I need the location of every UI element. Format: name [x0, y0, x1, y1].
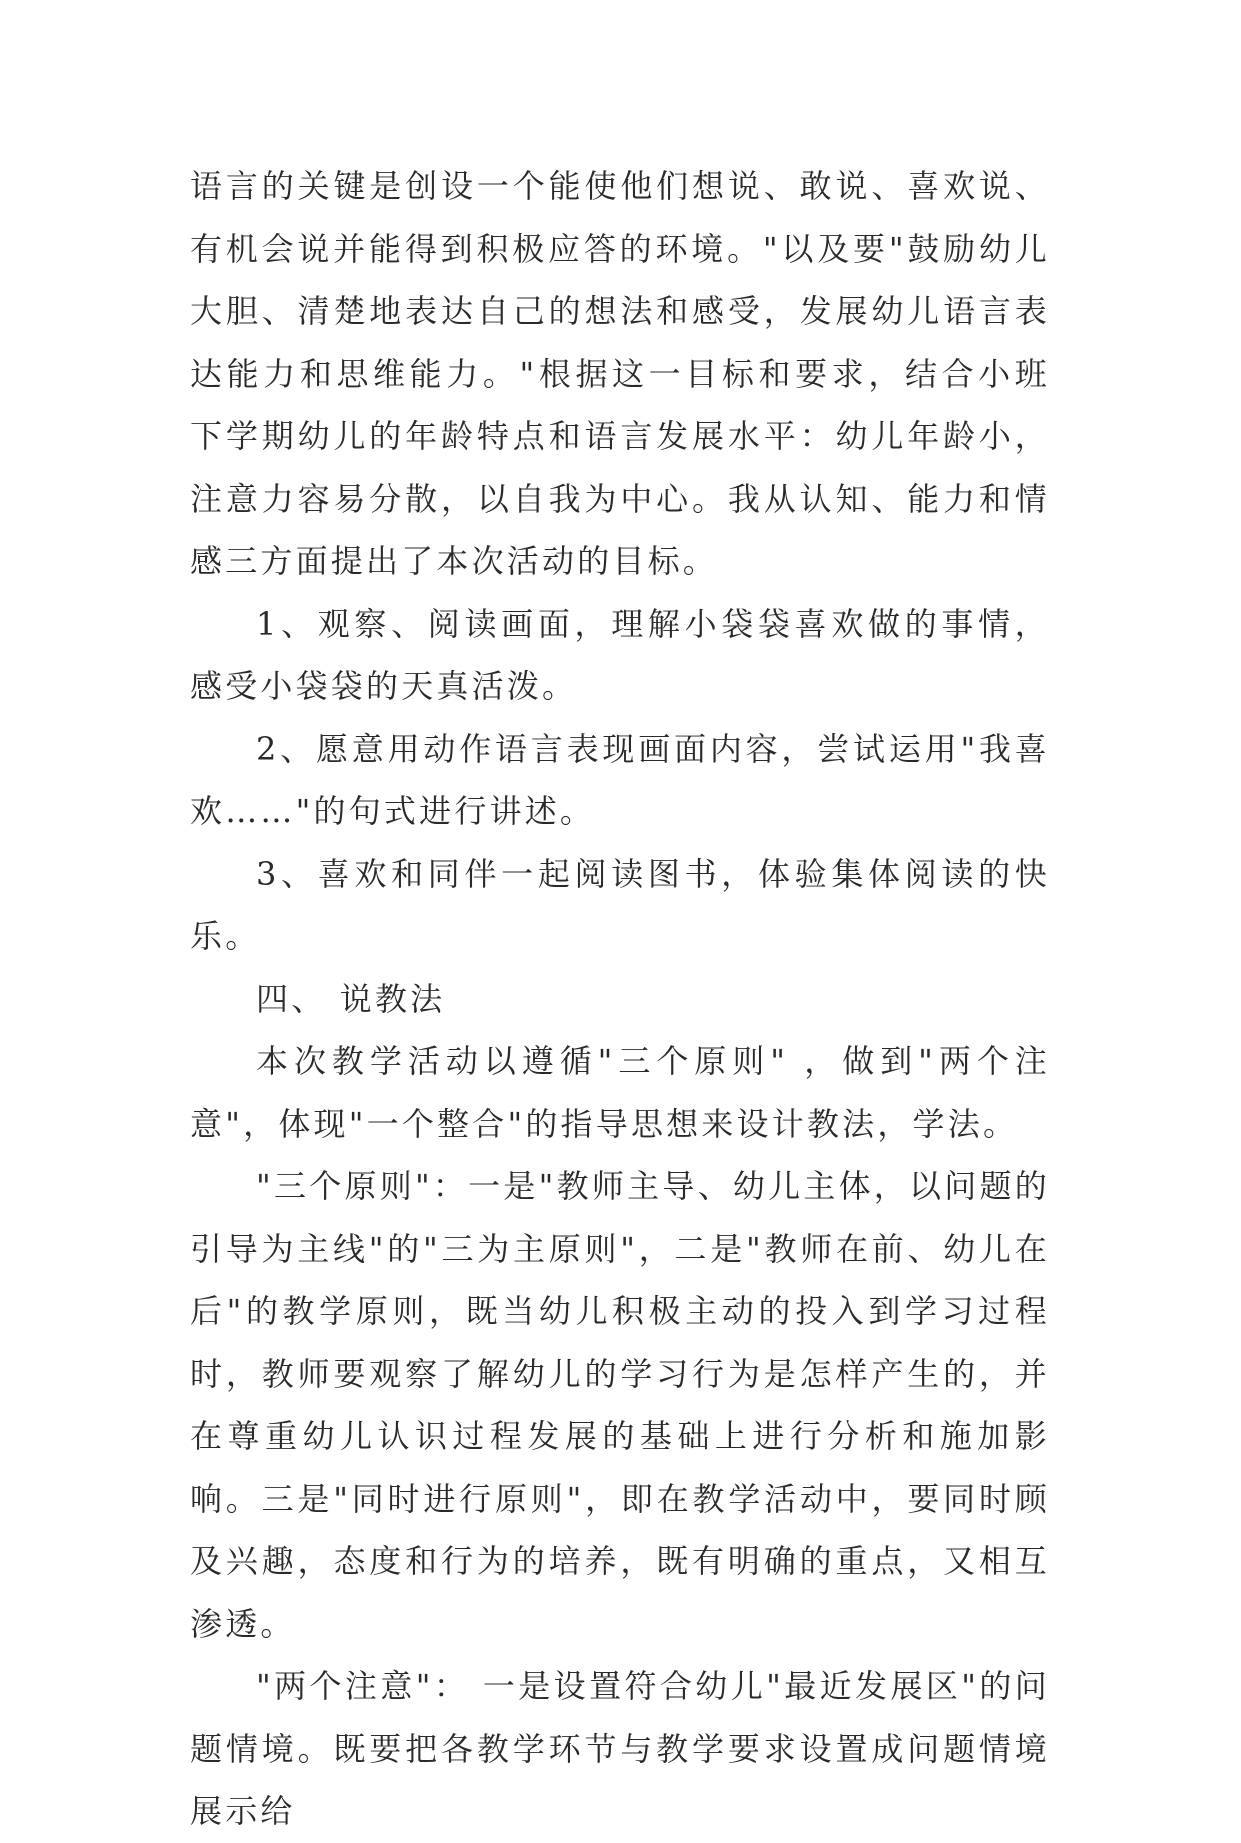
- paragraph-two-notes: "两个注意"： 一是设置符合幼儿"最近发展区"的问题情境。既要把各教学环节与教学要求设置成问题情境展示给: [190, 1667, 1050, 1830]
- section-heading-teaching-method: 四、 说教法: [256, 979, 446, 1018]
- goal-item-1: 1、观察、阅读画面，理解小袋袋喜欢做的事情，感受小袋袋的天真活泼。: [190, 604, 1050, 705]
- paragraph-three-principles: "三个原则"：一是"教师主导、幼儿主体，以问题的引导为主线"的"三为主原则"，二是"教师在前、幼儿在后"的教学原则，既当幼儿积极主动的投入到学习过程时，教师要观察了解幼儿的学习行为是怎样产生的，并在尊重幼儿认识过程发展的基础上进行分析和施加影响。三是"同时进行原则"，即在教学活动中，要同时顾及兴趣，态度和行为的培养，既有明确的重点，又相互渗透。: [190, 1167, 1050, 1643]
- goal-item-3: 3、喜欢和同伴一起阅读图书，体验集体阅读的快乐。: [190, 854, 1050, 955]
- paragraph-teaching-method: 本次教学活动以遵循"三个原则" ，做到"两个注意"，体现"一个整合"的指导思想来设计教法，学法。: [190, 1042, 1050, 1143]
- document-body: [190, 155, 1050, 1843]
- goal-item-2: 2、愿意用动作语言表现画面内容，尝试运用"我喜欢……"的句式进行讲述。: [190, 729, 1050, 830]
- paragraph-goals-intro: 语言的关键是创设一个能使他们想说、敢说、喜欢说、有机会说并能得到积极应答的环境。"以及要"鼓励幼儿大胆、清楚地表达自己的想法和感受，发展幼儿语言表达能力和思维能力。"根据这一目标和要求，结合小班下学期幼儿的年龄特点和语言发展水平：幼儿年龄小，注意力容易分散，以自我为中心。我从认知、能力和情感三方面提出了本次活动的目标。: [190, 167, 1050, 580]
